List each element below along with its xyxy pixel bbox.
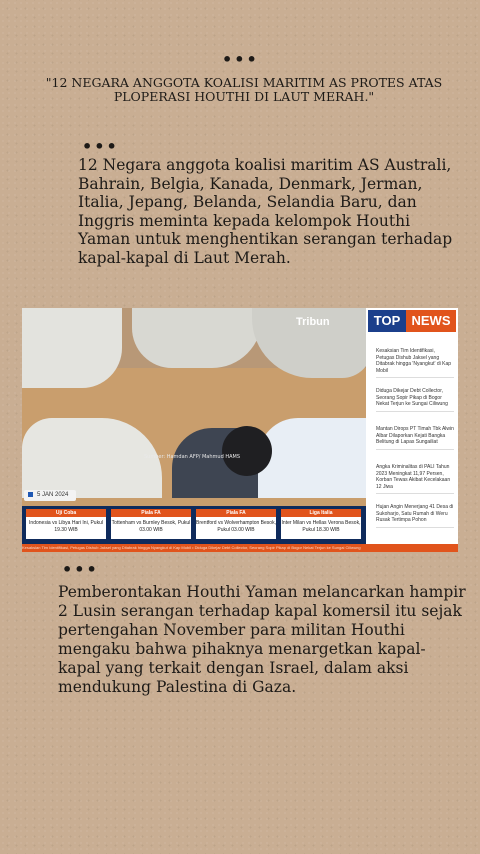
date-badge	[24, 490, 76, 501]
news-label: NEWS	[406, 310, 456, 332]
news-photo	[22, 308, 366, 544]
section2-dots: •••	[62, 560, 99, 579]
ticker-text: Indonesia vs Libya Hari Ini, Pukul 19.30 WIB	[29, 520, 103, 533]
top-news-item: Diduga Dikejar Debt Collector, Seorang Sopir Pikap di Bogor Nekat Terjun ke Sungai Ciliwung	[376, 388, 454, 412]
top-label: TOP	[368, 310, 406, 332]
top-news-panel	[366, 308, 458, 544]
section1-text: 12 Negara anggota koalisi maritim AS Australi, Bahrain, Belgia, Kanada, Denmark, Jerman, Italia, Jepang, Belanda, Selandia Baru, dan Inggris meminta kepada kelompok Houthi Yaman untuk menghentikan serangan terhadap kapal-kapal di Laut Merah.	[78, 156, 453, 267]
top-news-header	[368, 310, 456, 332]
ticker-item	[196, 509, 276, 539]
ticker-item	[111, 509, 191, 539]
sports-ticker	[22, 506, 366, 544]
date-text: 5 JAN 2024	[37, 492, 69, 498]
ticker-label: Liga Italia	[281, 509, 361, 517]
top-news-item: Angka Kriminalitas di PALI Tahun 2023 Meningkat 11,97 Persen, Korban Tewas Akibat Kecelakaan 12 Jiwa	[376, 464, 454, 494]
ticker-item	[281, 509, 361, 539]
top-news-item: Mantan Dirops PT Timah Tbk Alwin Albar Dilaporkan Kejati Bangka Belitung di Lapas Sungailiat	[376, 426, 454, 450]
ticker-text: Inter Milan vs Hellas Verona Besok, Pukul 18.30 WIB	[281, 520, 361, 533]
top-news-item: Kesaksian Tim Identifikasi, Petugas Dishub Jaksel yang Ditabrak hingga 'Nyangkut' di Kap Mobil	[376, 348, 454, 378]
top-news-item: Hujan Angin Menerjang 41 Desa di Sukoharjo, Satu Rumah di Weru Rusak Tertimpa Pohon	[376, 504, 454, 528]
photo-credit: Sumber: Hamdan AFP/ Mahmud HAMS	[144, 454, 240, 460]
news-crawl: Kesaksian Tim Identifikasi, Petugas Dishub Jaksel yang Ditabrak hingga Nyangkut di Kap Mobil • Diduga Dikejar Debt Collector, Seorang Sopir Pikap di Bogor Nekat Terjun ke Sungai Ciliwung	[22, 544, 458, 552]
headline-quote: "12 NEGARA ANGGOTA KOALISI MARITIM AS PROTES ATAS PLOPERASI HOUTHI DI LAUT MERAH."	[45, 75, 443, 104]
ticker-text: Brentford vs Wolverhampton Besok, Pukul 03.00 WIB	[196, 520, 276, 533]
ticker-item	[26, 509, 106, 539]
ticker-label: Piala FA	[196, 509, 276, 517]
ticker-text: Tottenham vs Burnley Besok, Pukul 03.00 WIB	[111, 520, 191, 533]
ticker-label: Uji Coba	[26, 509, 106, 517]
section2-text: Pemberontakan Houthi Yaman melancarkan hampir 2 Lusin serangan terhadap kapal komersil itu sejak pertengahan November para militan Houthi mengaku bahwa pihaknya menargetkan kapal-kapal yang terkait dengan Israel, dalam aksi mendukung Palestina di Gaza.	[58, 583, 466, 696]
calendar-icon	[28, 492, 33, 497]
section1-dots: •••	[82, 137, 119, 156]
ticker-label: Piala FA	[111, 509, 191, 517]
news-screenshot	[22, 308, 458, 552]
channel-logo: Tribun	[296, 316, 330, 328]
top-dots: •••	[222, 50, 259, 69]
